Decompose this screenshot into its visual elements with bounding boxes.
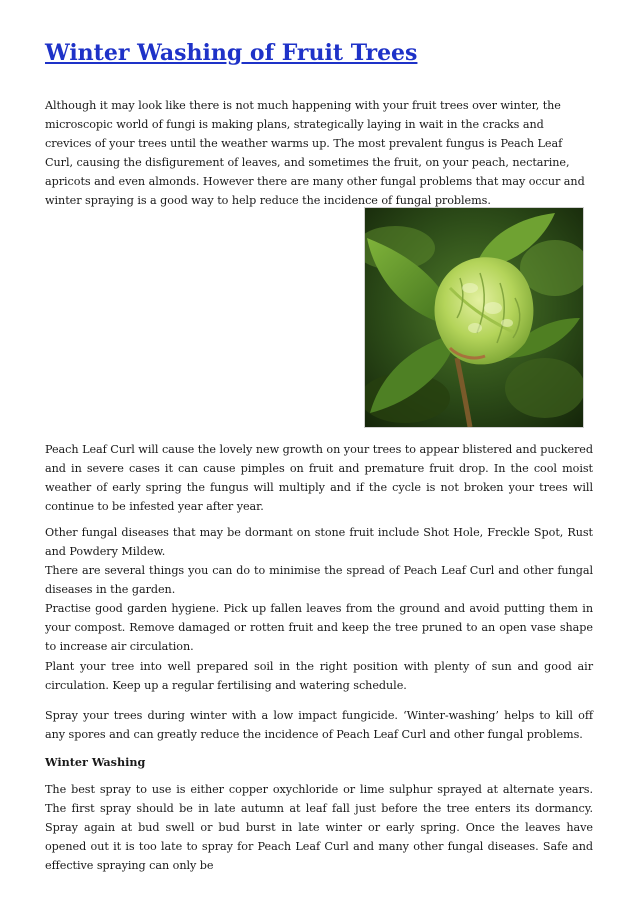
other-diseases-line: Other fungal diseases that may be dormant on stone fruit include Shot Hole, Freckle Spot, Rust and Powdery Mildew. xyxy=(45,526,593,558)
garden-hygiene-line: Practise good garden hygiene. Pick up fallen leaves from the ground and avoid putting them in your compost. Remove damaged or rotten fruit and keep the tree pruned to an open vase shape to increase air circulation. xyxy=(45,602,593,653)
article-title-link[interactable]: Winter Washing of Fruit Trees xyxy=(45,40,418,66)
intro-paragraph: Although it may look like there is not much happening with your fruit trees over winter, the microscopic world of fungi is making plans, strategically laying in wait in the cracks and crevices of your trees until the weather warms up. The most prevalent fungus is Peach Leaf Curl, causing the disfigurement of leaves, and sometimes the fruit, on your peach, nectarine, apricots and even almonds. However there are many other fungal problems that may occur and winter spraying is a good way to help reduce the incidence of fungal problems. xyxy=(45,99,585,207)
spray-paragraph: Spray your trees during winter with a low impact fungicide. ‘Winter-washing’ helps to kill off any spores and can greatly reduce the incidence of Peach Leaf Curl and other fungal problems. xyxy=(45,709,593,741)
peach-leaf-curl-photo xyxy=(364,207,584,428)
plant-tree-paragraph: Plant your tree into well prepared soil in the right position with plenty of sun and good air circulation. Keep up a regular fertilising and watering schedule. xyxy=(45,660,593,692)
section-heading: Winter Washing xyxy=(45,755,146,769)
other-diseases-block xyxy=(45,523,593,656)
minimise-spread-line: There are several things you can do to minimise the spread of Peach Leaf Curl and other fungal diseases in the garden. xyxy=(45,564,593,596)
best-spray-paragraph: The best spray to use is either copper oxychloride or lime sulphur sprayed at alternate years. The first spray should be in late autumn at leaf fall just before the tree enters its dormancy. Spray again at bud swell or bud burst in late winter or early spring. Once the leaves have opened out it is too late to spray for Peach Leaf Curl and many other fungal diseases. Safe and effective spraying can only be xyxy=(45,783,593,872)
leaf-curl-paragraph: Peach Leaf Curl will cause the lovely new growth on your trees to appear blistered and puckered and in severe cases it can cause pimples on fruit and premature fruit drop. In the cool moist weather of early spring the fungus will multiply and if the cycle is not broken your trees will continue to be infested year after year. xyxy=(45,443,593,513)
